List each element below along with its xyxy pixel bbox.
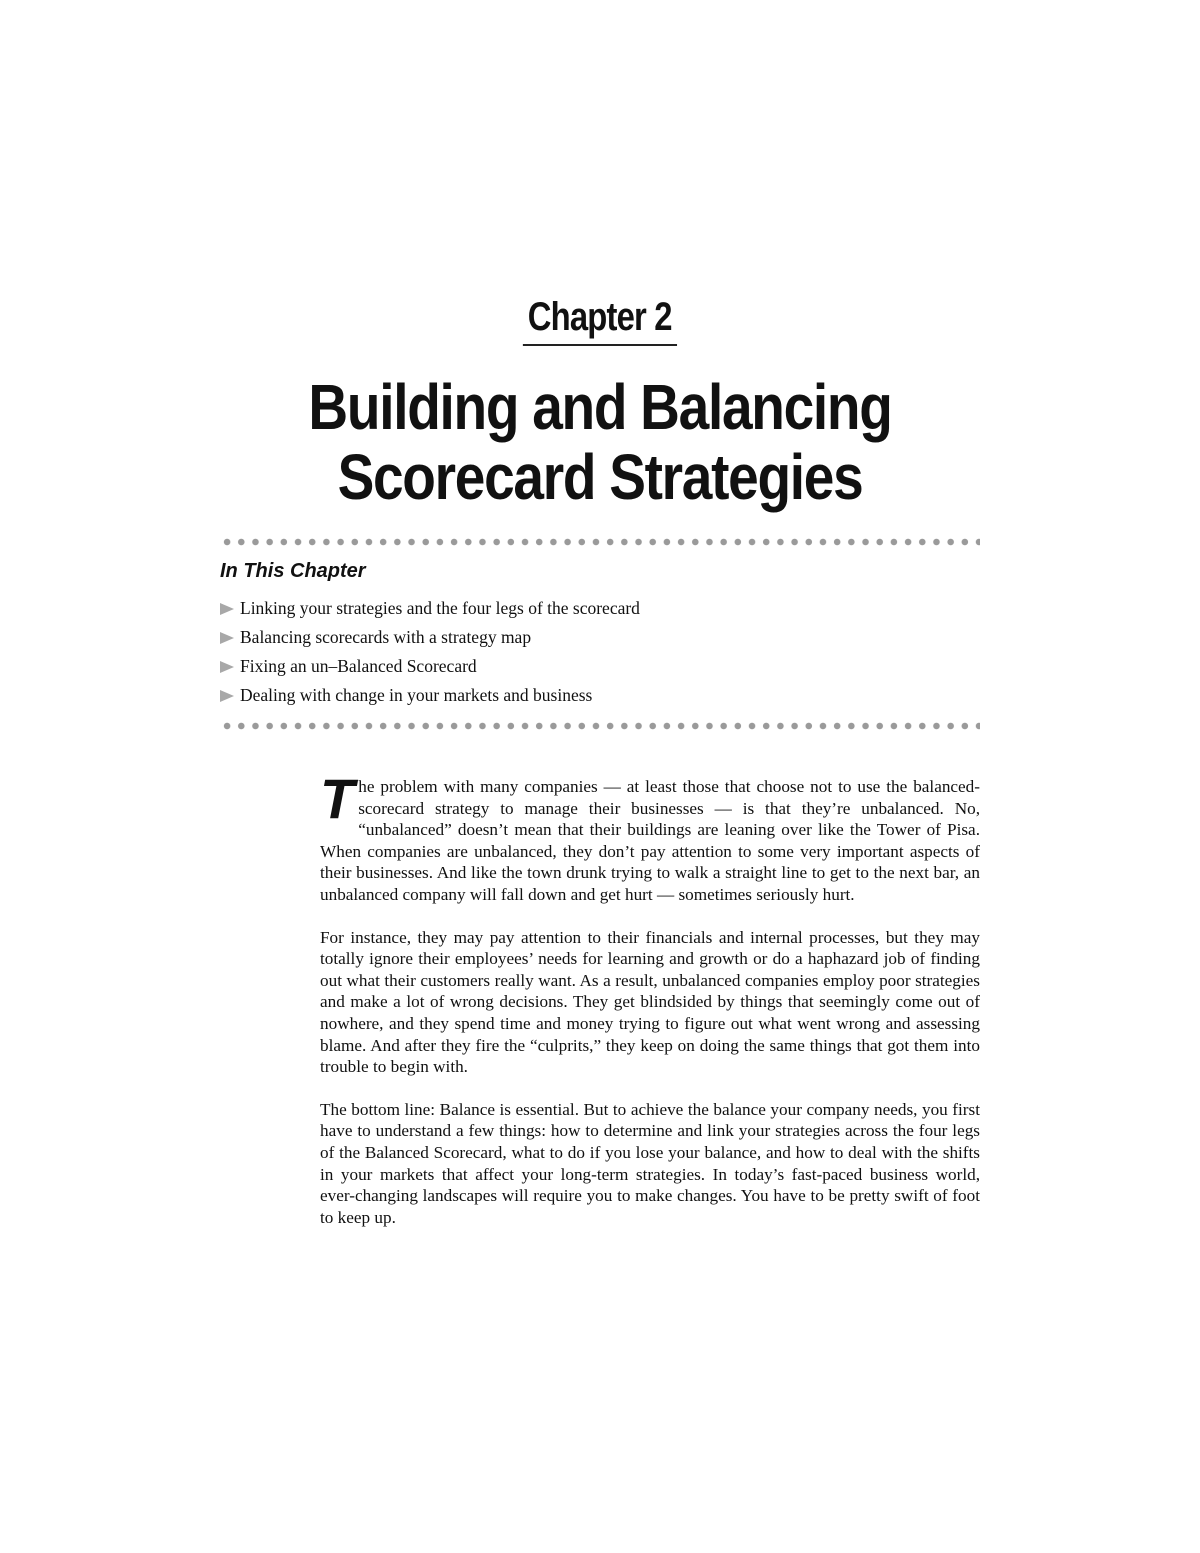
triangle-bullet-icon bbox=[220, 690, 234, 702]
list-item-text: Dealing with change in your markets and business bbox=[240, 685, 593, 705]
triangle-bullet-icon bbox=[220, 661, 234, 673]
chapter-title-line-2: Scorecard Strategies bbox=[337, 441, 863, 513]
chapter-label bbox=[0, 295, 1200, 346]
list-item bbox=[220, 681, 640, 710]
list-item bbox=[220, 652, 640, 681]
list-item bbox=[220, 623, 640, 652]
list-item-text: Balancing scorecards with a strategy map bbox=[240, 627, 532, 647]
dotted-divider-top bbox=[220, 538, 980, 546]
chapter-title-line-1: Building and Balancing bbox=[308, 371, 892, 443]
paragraph-3: The bottom line: Balance is essential. But to achieve the balance your company needs, you first have to understand a few things: how to determine and link your strategies across the four legs of the Balanced Scorecard, what to do if you lose your balance, and how to deal with the shifts in your markets that affect your long-term strategies. In today’s fast-paced business world, ever-changing landscapes will require you to make changes. You have to be pretty swift of foot to keep up. bbox=[320, 1099, 980, 1227]
dotted-divider-bottom bbox=[220, 722, 980, 730]
chapter-title bbox=[0, 372, 1200, 512]
paragraph-1 bbox=[320, 767, 980, 906]
body-text bbox=[320, 767, 980, 1249]
chapter-topics-list bbox=[220, 594, 640, 710]
list-item-text: Linking your strategies and the four legs of the scorecard bbox=[240, 598, 640, 618]
triangle-bullet-icon bbox=[220, 603, 234, 615]
paragraph-1-text: he problem with many companies — at least those that choose not to use the balanced-scorecard strategy to manage their businesses — is that they’re unbalanced. No, “unbalanced” doesn’t mean that their buildings are leaning over like the Tower of Pisa. When companies are unbalanced, they don’t pay attention to some very important aspects of their businesses. And like the town drunk trying to walk a straight line to get to the next bar, an unbalanced company will fall down and get hurt — sometimes seriously hurt. bbox=[320, 777, 980, 904]
drop-cap: T bbox=[320, 767, 355, 830]
paragraph-2: For instance, they may pay attention to their financials and internal processes, but they may totally ignore their employees’ needs for learning and growth or do a haphazard job of finding out what their customers really want. As a result, unbalanced companies employ poor strategies and make a lot of wrong decisions. They get blindsided by things that seemingly come out of nowhere, and they spend time and money trying to figure out what went wrong and assessing blame. And after they fire the “culprits,” they keep on doing the same things that got them into trouble to begin with. bbox=[320, 927, 980, 1077]
in-this-chapter-heading: In This Chapter bbox=[220, 560, 366, 582]
triangle-bullet-icon bbox=[220, 632, 234, 644]
list-item-text: Fixing an un–Balanced Scorecard bbox=[240, 656, 477, 676]
chapter-number: Chapter 2 bbox=[523, 295, 677, 346]
list-item bbox=[220, 594, 640, 623]
